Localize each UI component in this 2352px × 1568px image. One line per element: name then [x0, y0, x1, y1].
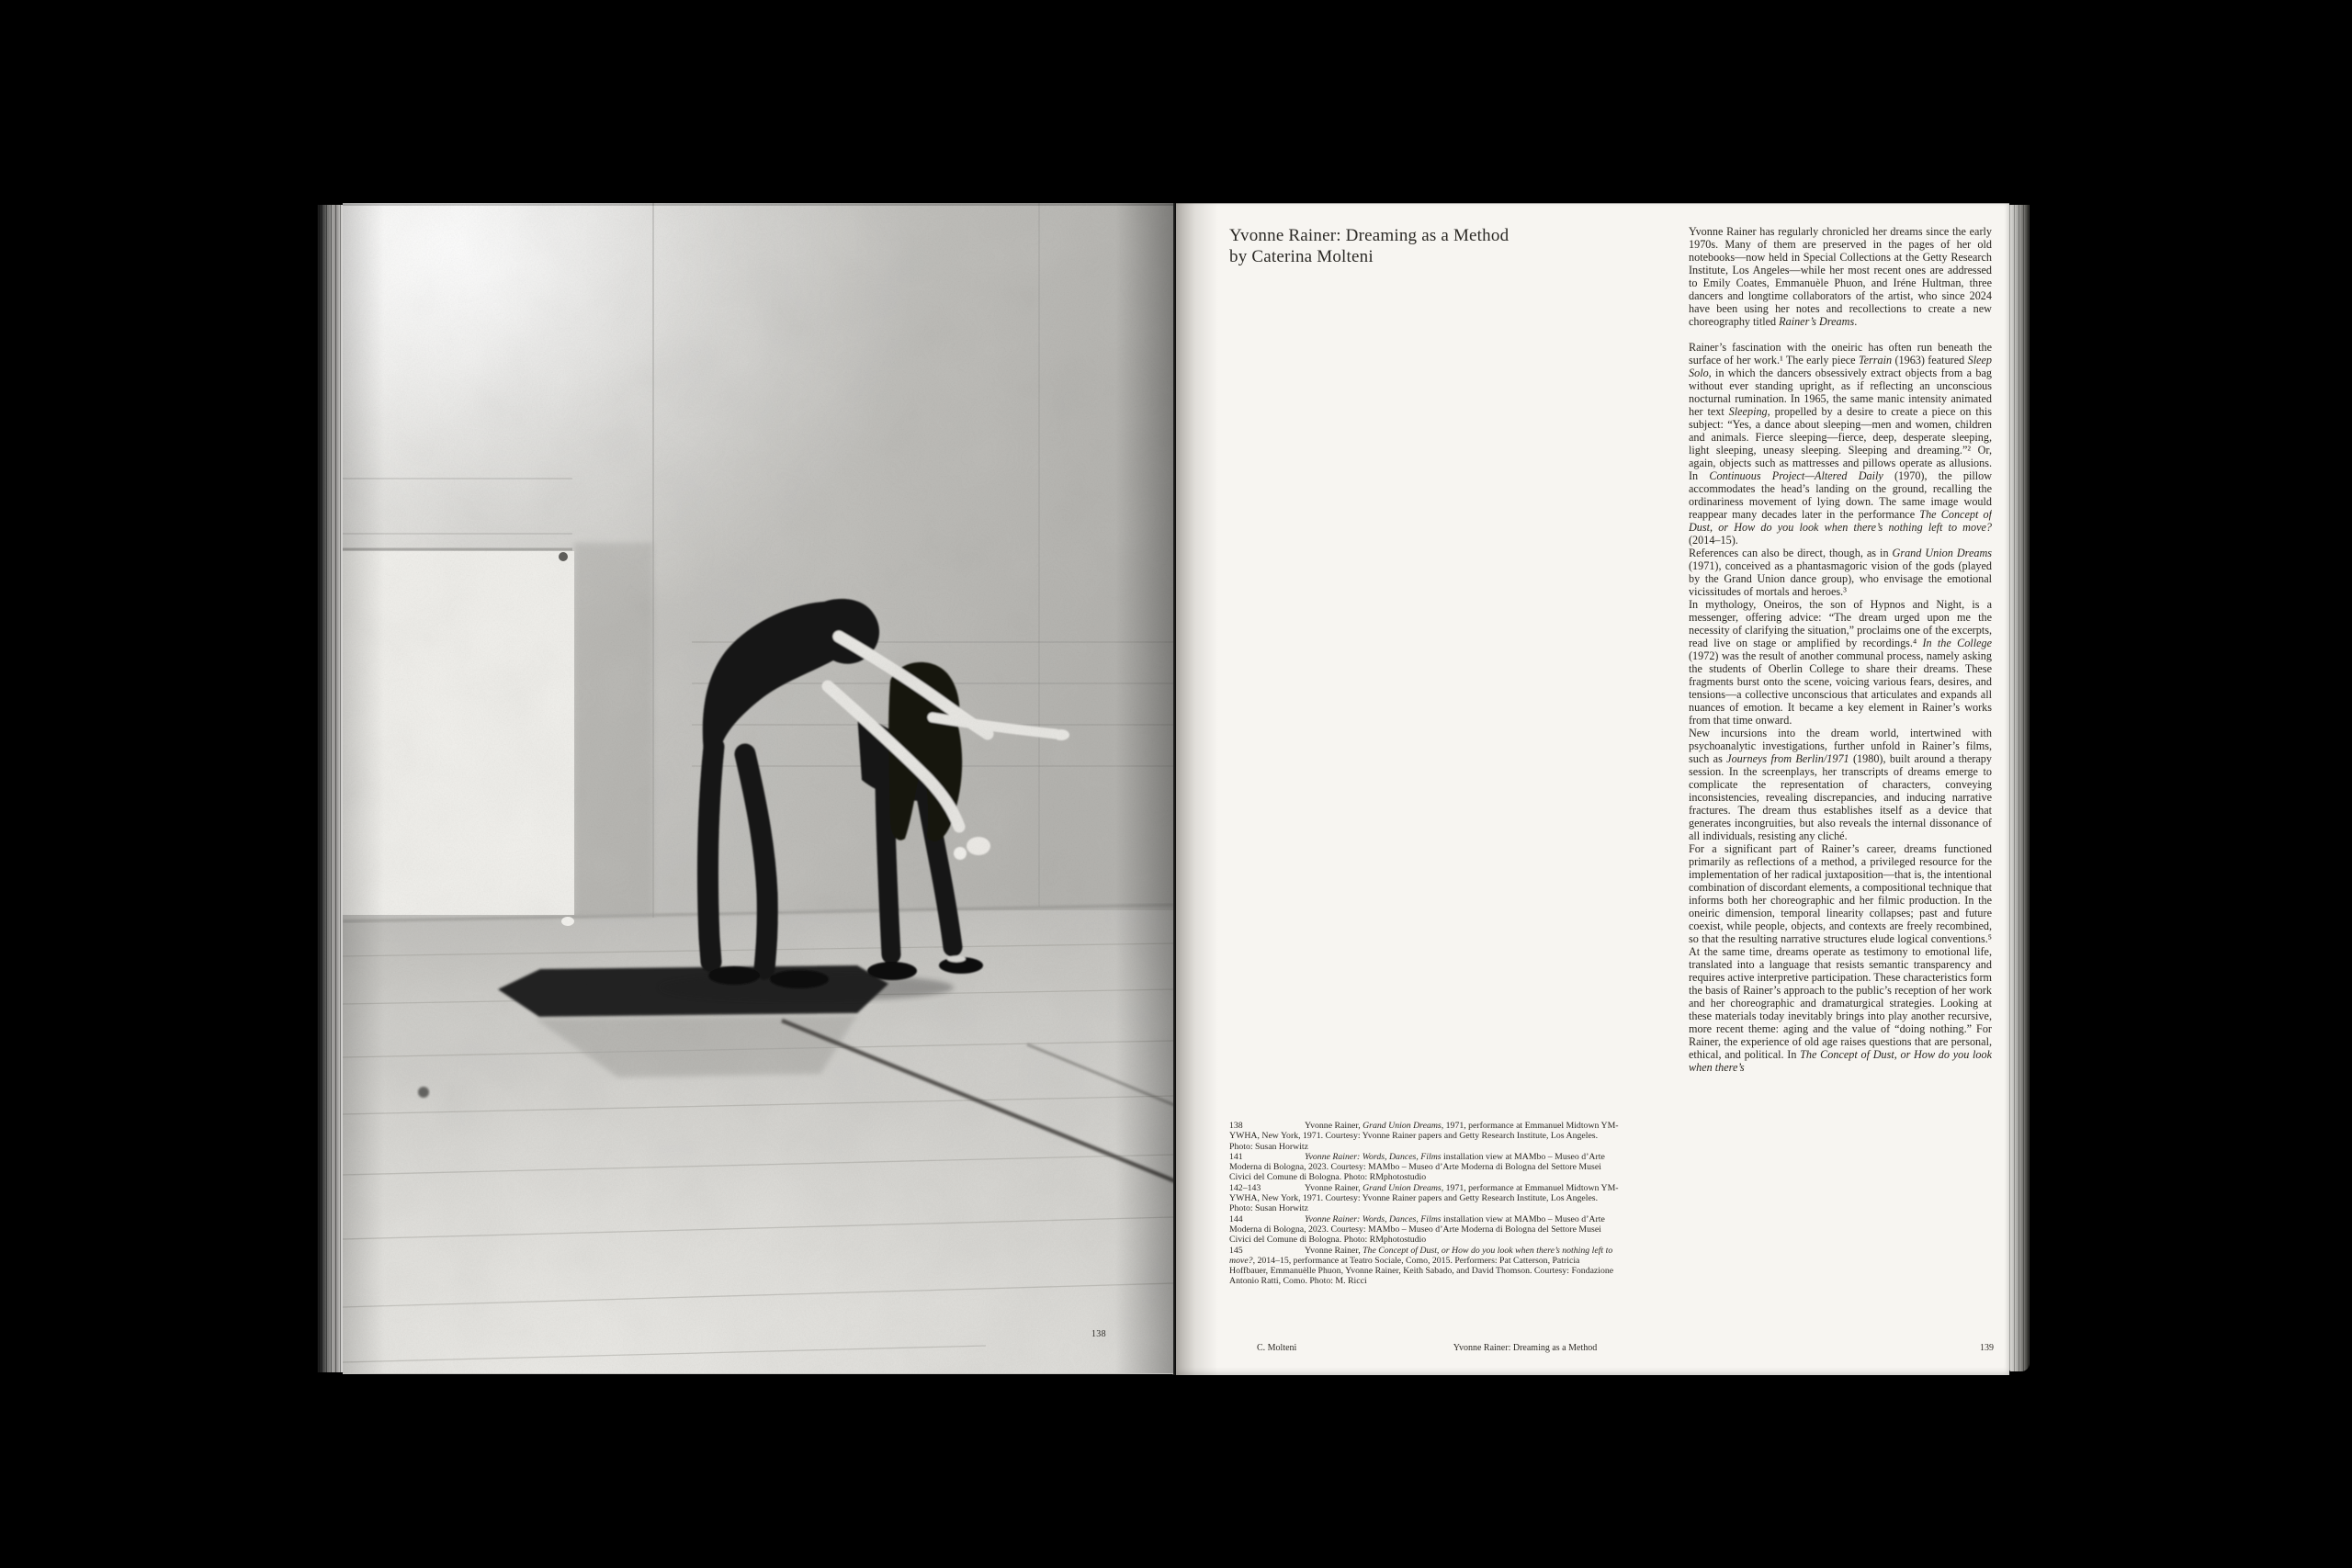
caption-number: 145 [1229, 1245, 1243, 1256]
caption-item: 145 Yvonne Rainer, The Concept of Dust, or How do you look when there’s nothing left to move?, 2014–15, performance at Teatro Sociale, Como, 2015. Performers: Pat Catterson, Patricia Hoffbauer, Emmanuèlle Phuon, Yvonne Rainer, Keith Sabado, and David Thomson. Courtesy: Fondazione Antonio Ratti, Como. Photo: M. Ricci [1229, 1245, 1614, 1287]
footer-author: C. Molteni [1257, 1343, 1297, 1353]
left-folio: 138 [1091, 1329, 1106, 1339]
caption-number: 141 [1229, 1151, 1243, 1162]
body-paragraph: For a significant part of Rainer’s career, dreams functioned primarily as reflections of a method, a privileged resource for the implementation of her radical juxtaposition—that is, the intentional combination of discordant elements, a compositional technique that informs both her choreographic and her filmic production. In the oneiric dimension, temporal linearity collapses; past and future coexist, while people, objects, and contexts are freely recombined, so that the resulting narrative structures elude logical conventions.⁵ At the same time, dreams operate as testimony to emotional life, translated into a language that resists semantic transparency and requires active interpretive participation. These characteristics form the basis of Rainer’s approach to the public’s reception of her work and her choreographic and dramaturgical strategies. Looking at these materials today inevitably brings into play another recursive, more recent theme: aging and the value of “doing nothing.” For Rainer, the experience of old age raises questions that are personal, ethical, and political. In The Concept of Dust, or How do you look when there’s [1689, 842, 1992, 1074]
body-paragraph: Rainer’s fascination with the oneiric has often run beneath the surface of her work.¹ The early piece Terrain (1963) featured Sleep Solo, in which the dancers obsessively extract objects from a bag without ever standing upright, as if reflecting an unconscious nocturnal rumination. In 1965, the same manic intensity animated her text Sleeping, propelled by a desire to create a piece on this subject: “Yes, a dance about sleeping—men and women, children and animals. Fierce sleeping—fierce, deep, desperate sleeping, light sleeping, uneasy sleeping. Sleeping and dreaming.”² Or, again, objects such as mattresses and pillows operate as allusions. In Continuous Project—Altered Daily (1970), the pillow accommodates the head’s landing on the ground, recalling the ordinariness movement of lying down. The same image would reappear many decades later in the performance The Concept of Dust, or How do you look when there’s nothing left to move? (2014–15). [1689, 341, 1992, 547]
caption-number: 138 [1229, 1121, 1243, 1131]
gutter-shadow [1176, 203, 1218, 1375]
right-fore-edge [2009, 205, 2030, 1371]
body-column [1689, 225, 1992, 1309]
caption-item: 138 Yvonne Rainer, Grand Union Dreams, 1971, performance at Emmanuel Midtown YM-YWHA, New York, 1971. Courtesy: Yvonne Rainer papers and Getty Research Institute, Los Angeles. Photo: Susan Horwitz [1229, 1121, 1619, 1152]
caption-item: 144 Yvonne Rainer: Words, Dances, Films installation view at MAMbo – Museo d’Arte Moderna di Bologna, 2023. Courtesy: MAMbo – Museo d’Arte Moderna di Bologna del Settore Musei Civici del Comune di Bologna. Photo: RMphotostudio [1229, 1213, 1605, 1246]
footer-chapter-title: Yvonne Rainer: Dreaming as a Method [1453, 1343, 1598, 1353]
caption-list [1229, 1121, 1619, 1287]
left-page [343, 203, 1173, 1374]
caption-item: 142–143 Yvonne Rainer, Grand Union Dreams, 1971, performance at Emmanuel Midtown YM-YWHA, New York, 1971. Courtesy: Yvonne Rainer papers and Getty Research Institute, Los Angeles. Photo: Susan Horwitz [1229, 1182, 1619, 1214]
body-paragraph: In mythology, Oneiros, the son of Hypnos and Night, is a messenger, offering advice: “The dream urged upon me the necessity of clarifying the situation,” proclaims one of the excerpts, read live on stage or amplified by recordings.⁴ In the College (1972) was the result of another communal process, namely asking the students of Oberlin College to share their dreams. These fragments burst onto the scene, voicing various fears, desires, and tensions—a collective unconscious that articulates and expands all nuances of emotion. It became a key element in Rainer’s works from that time onward. [1689, 598, 1992, 727]
caption-number: 142–143 [1229, 1182, 1261, 1193]
right-folio: 139 [1980, 1343, 1994, 1353]
left-fore-edge [317, 205, 343, 1372]
caption-number: 144 [1229, 1213, 1243, 1224]
body-paragraph: Yvonne Rainer has regularly chronicled her dreams since the early 1970s. Many of them are preserved in the pages of her old notebooks—now held in Special Collections at the Getty Research Institute, Los Angeles—while her most recent ones are addressed to Emily Coates, Emmanuèle Phuon, and Iréne Hultman, three dancers and longtime collaborators of the artist, who since 2024 have been using her notes and recollections to create a new choreography titled Rainer’s Dreams. [1689, 225, 1992, 328]
body-paragraph: References can also be direct, though, as in Grand Union Dreams (1971), conceived as a phantasmagoric vision of the gods (played by the Grand Union dance group), who envisage the emotional vicissitudes of mortals and heroes.³ [1689, 547, 1992, 598]
right-page [1176, 203, 2009, 1375]
page-title: Yvonne Rainer: Dreaming as a Method [1229, 226, 1510, 245]
caption-item: 141 Yvonne Rainer: Words, Dances, Films installation view at MAMbo – Museo d’Arte Moderna di Bologna, 2023. Courtesy: MAMbo – Museo d’Arte Moderna di Bologna del Settore Musei Civici del Comune di Bologna. Photo: RMphotostudio [1229, 1151, 1605, 1183]
body-paragraph: New incursions into the dream world, intertwined with psychoanalytic investigations, further unfold in Rainer’s films, such as Journeys from Berlin/1971 (1980), built around a therapy session. In the screenplays, her transcripts of dreams emerge to complicate the representation of characters, conveying inconsistencies, revealing discrepancies, and inducing narrative fractures. The dream thus establishes itself as a device that generates incongruities, but also reveals the internal dissonance of all individuals, resisting any cliché. [1689, 727, 1992, 842]
article-byline: by Caterina Molteni [1229, 247, 1374, 266]
article-header [1229, 225, 1509, 267]
performance-photo [343, 203, 1173, 1373]
